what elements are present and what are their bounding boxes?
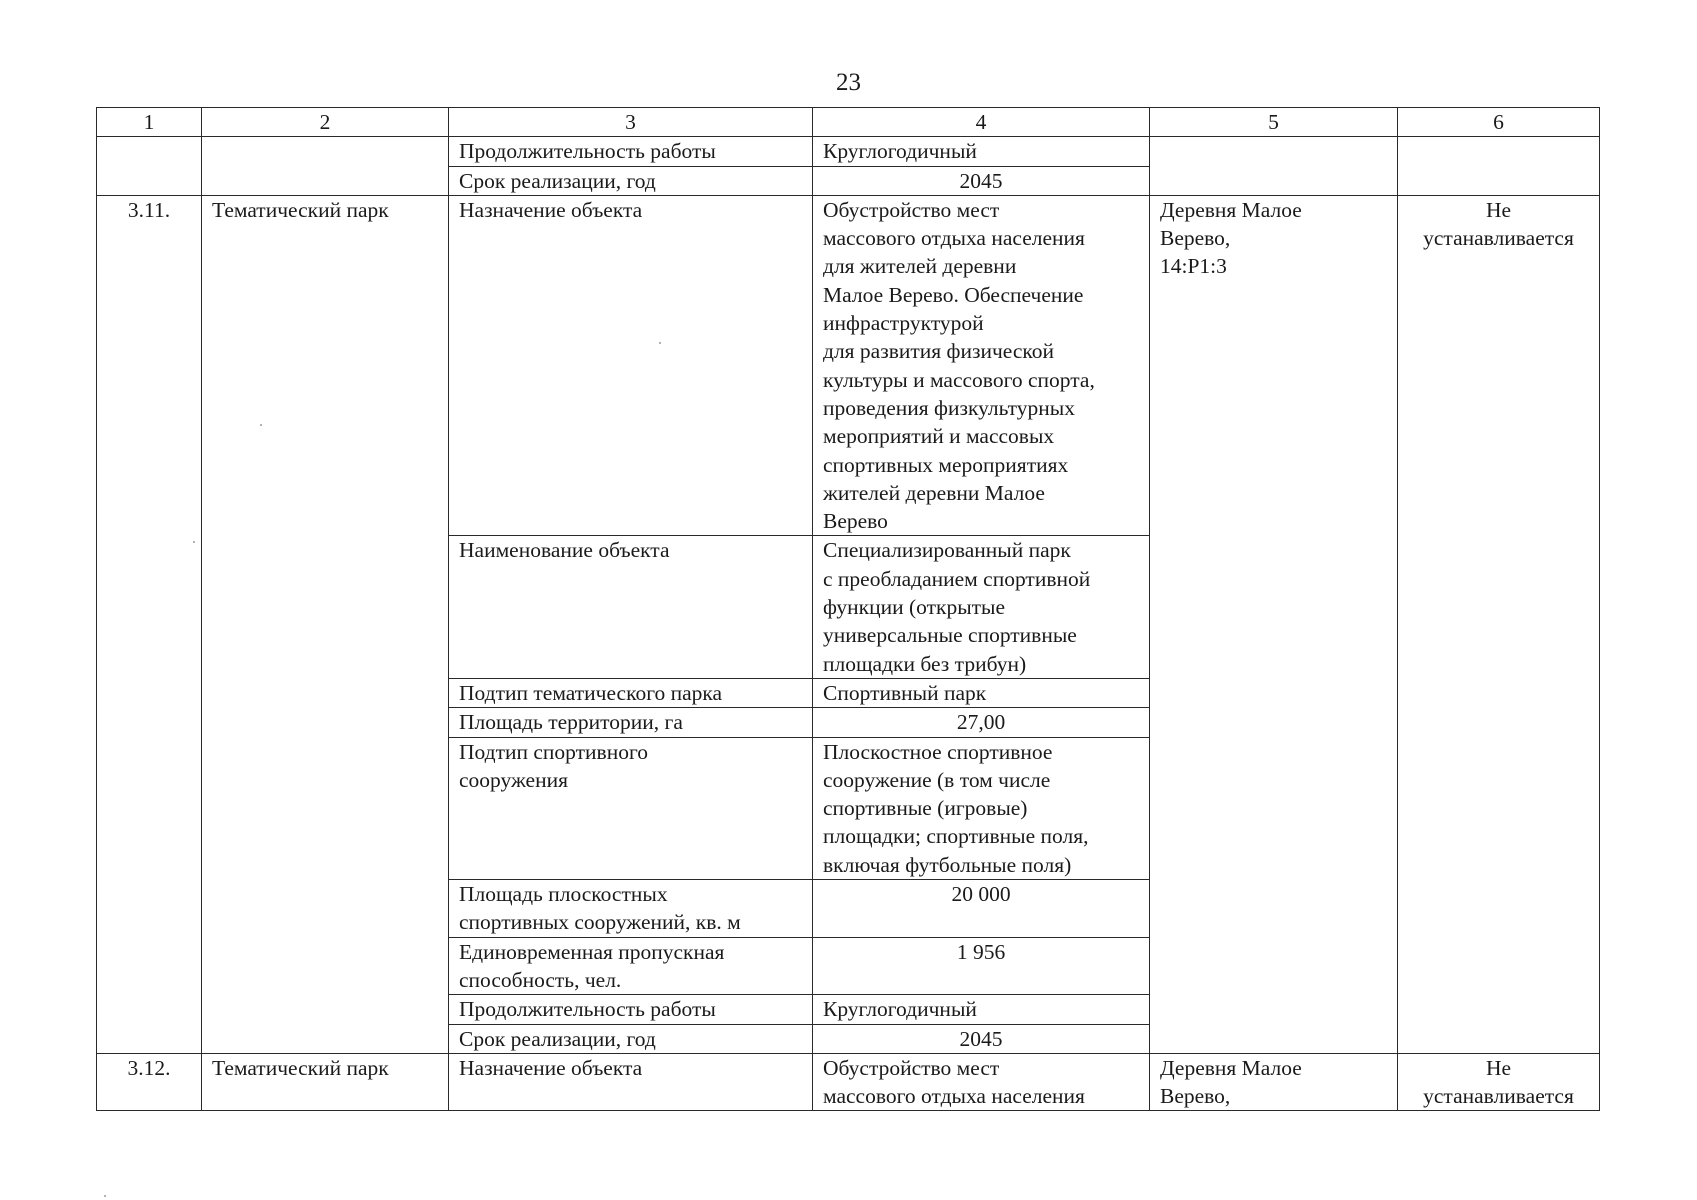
param-cell: Назначение объекта bbox=[449, 1053, 813, 1111]
header-cell-3: 3 bbox=[449, 108, 813, 137]
param-cell: Продолжительность работы bbox=[449, 995, 813, 1024]
table-header-row bbox=[97, 108, 1600, 137]
header-cell-4: 4 bbox=[813, 108, 1150, 137]
param-cell: Назначение объекта bbox=[449, 195, 813, 536]
continued-zone-cell bbox=[1398, 137, 1600, 196]
location-cell: Деревня Малое Верево, 14:Р1:3 bbox=[1150, 195, 1398, 1053]
param-cell: Срок реализации, год bbox=[449, 1024, 813, 1053]
param-cell: Подтип тематического парка bbox=[449, 678, 813, 707]
param-cell: Продолжительность работы bbox=[449, 137, 813, 166]
value-cell: 20 000 bbox=[813, 880, 1150, 938]
object-type-cell: Тематический парк bbox=[202, 195, 449, 1053]
value-cell: Круглогодичный bbox=[813, 995, 1150, 1024]
header-cell-6: 6 bbox=[1398, 108, 1600, 137]
page-number: 23 bbox=[836, 69, 861, 96]
value-cell: 2045 bbox=[813, 166, 1150, 195]
table-row bbox=[97, 195, 1600, 536]
zone-cell: Не устанавливается bbox=[1398, 1053, 1600, 1111]
param-cell: Подтип спортивного сооружения bbox=[449, 737, 813, 879]
value-cell: Специализированный парк с преобладанием спортивной функции (открытые универсальные спортивные площадки без трибун) bbox=[813, 536, 1150, 678]
object-type-cell: Тематический парк bbox=[202, 1053, 449, 1111]
scan-speck bbox=[193, 541, 195, 543]
item-number-cell: 3.11. bbox=[97, 195, 202, 1053]
header-cell-1: 1 bbox=[97, 108, 202, 137]
param-cell: Срок реализации, год bbox=[449, 166, 813, 195]
value-cell: 1 956 bbox=[813, 937, 1150, 995]
item-number-cell: 3.12. bbox=[97, 1053, 202, 1111]
continued-number-cell bbox=[97, 137, 202, 196]
continued-location-cell bbox=[1150, 137, 1398, 196]
header-cell-5: 5 bbox=[1150, 108, 1398, 137]
value-cell: Обустройство мест массового отдыха населения bbox=[813, 1053, 1150, 1111]
table-row bbox=[97, 1053, 1600, 1111]
param-cell: Наименование объекта bbox=[449, 536, 813, 678]
scan-speck bbox=[260, 424, 262, 426]
value-cell: 2045 bbox=[813, 1024, 1150, 1053]
scan-speck bbox=[659, 342, 661, 344]
value-cell: Спортивный парк bbox=[813, 678, 1150, 707]
param-cell: Единовременная пропускная способность, чел. bbox=[449, 937, 813, 995]
value-cell: 27,00 bbox=[813, 708, 1150, 737]
param-cell: Площадь плоскостных спортивных сооружений, кв. м bbox=[449, 880, 813, 938]
param-cell: Площадь территории, га bbox=[449, 708, 813, 737]
zone-cell: Не устанавливается bbox=[1398, 195, 1600, 1053]
value-cell: Плоскостное спортивное сооружение (в том числе спортивные (игровые) площадки; спортивные поля, включая футбольные поля) bbox=[813, 737, 1150, 879]
value-cell: Круглогодичный bbox=[813, 137, 1150, 166]
table-row bbox=[97, 137, 1600, 166]
value-cell: Обустройство мест массового отдыха населения для жителей деревни Малое Верево. Обеспечение инфраструктурой для развития физической культуры и массового спорта, проведения физкультурных мероприятий и массовых спортивных мероприятиях жителей деревни Малое Верево bbox=[813, 195, 1150, 536]
header-cell-2: 2 bbox=[202, 108, 449, 137]
scan-speck bbox=[104, 1195, 106, 1197]
requirements-table bbox=[96, 107, 1600, 1111]
location-cell: Деревня Малое Верево, bbox=[1150, 1053, 1398, 1111]
continued-type-cell bbox=[202, 137, 449, 196]
